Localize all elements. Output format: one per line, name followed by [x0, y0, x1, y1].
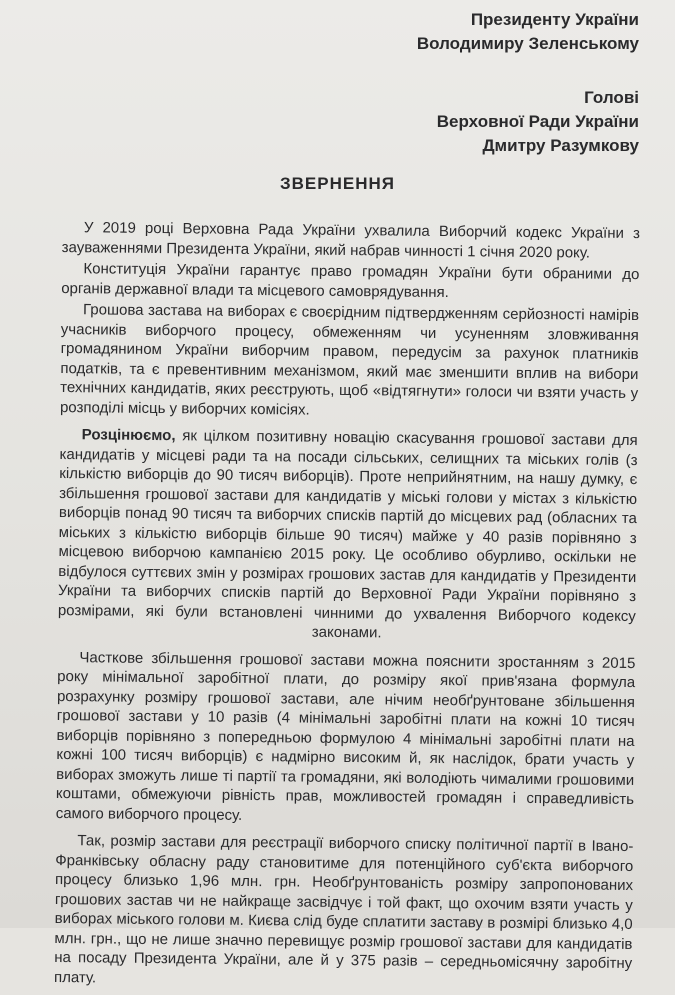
document-title: ЗВЕРНЕННЯ — [280, 174, 395, 193]
addressee-president-title: Президенту України — [470, 10, 639, 29]
paragraph-1: У 2019 році Верховна Рада України ухвалила Виборчий кодекс України з зауваженнями Президента України, який набрав чинності 1 січня 2020 року. — [61, 219, 640, 262]
addressee-speaker — [437, 86, 639, 158]
paragraph-4-lead: Розцінюємо, — [81, 426, 176, 445]
addressee-speaker-title: Голові — [584, 88, 639, 107]
paragraph-3: Грошова застава на виборах є своєрідним підтвердженням серйозності намірів учасників виборчого процесу, обмеженням чи усуненням зловживання громадянином України виборчим правом, передусім за рахунок платників податків, та є превентивним механізмом, який має зменшити вплив на вибори технічних кандидатів, яких реєструють, щоб «відтягнути» голоси чи взяти участь у розподілі місць у виборчих комісіях. — [59, 301, 640, 419]
document-body — [54, 218, 640, 995]
addressee-president — [417, 8, 639, 56]
paragraph-4-text: як цілком позитивну новацію скасування грошової застави для кандидатів у місцеві ради та на посади сільських, селищних та міських голів (з кількістю виборців до 90 тисяч виборців). Проте неприйнятним, на нашу думку, є збільшення грошової застави для кандидатів у міські голови у містах з кількістю виборців понад 90 тисяч та виборчих списків партій до місцевих рад (обласних та міських з кількістю виборців більше 90 тисяч) майже у 40 разів порівняно з місцевою виборчою кампанією 2015 року. Це особливо обурливо, оскільки не відбулося суттєвих змін у розмірах грошових застав для кандидатів у Президенти України та виборчих списків партій до Верховної Ради України порівняно з розмірами, які були встановлені чинними до ухвалення Виборчого кодексу законами. — [57, 427, 638, 642]
addressee-speaker-name: Дмитру Разумкову — [482, 136, 639, 155]
addressee-president-name: Володимиру Зеленському — [416, 34, 639, 53]
paragraph-2: Конституція України гарантує право громадян України бути обраними до органів державної влади та місцевого самоврядування. — [61, 260, 640, 301]
paragraph-5: Часткове збільшення грошової застави можна пояснити зростанням з 2015 року мінімальної заробітної плати, до розміру якої прив'язана формула розрахунку розміру грошової застави, але нічим необґрунтоване збільшення грошової застави у 10 разів (4 мінімальні заробітні плати на кожні 10 тисяч виборців порівняно з попередньою формулою 4 мінімальні заробітні плати на кожні 100 тисяч виборців) є надмірно високим й, як наслідок, брати участь у виборах зможуть лише ті партії та громадяни, які володіють чималими грошовими коштами, обмежуючи рівність прав, можливостей громадян і справедливість самого виборчого процесу. — [55, 648, 636, 824]
addressee-speaker-body: Верховної Ради України — [436, 112, 639, 131]
paragraph-6: Так, розмір застави для реєстрації виборчого списку політичної партії в Івано-Франківську обласну раду становитиме для потенційного суб'єкта виборчого процесу близько 1,96 млн. грн. Необґрунтованість розміру запропонованих грошових застав чи не найкраще засвідчує і той факт, що охочим взяти участь у виборах міського голови м. Києва слід буде сплатити заставу в розмірі близько 4,0 млн. грн., що не лише значно перевищує розмір грошової застави для кандидатів на посаду Президента України, але й у 375 разів – середньомісячну заробітну плату. — [53, 832, 634, 986]
paragraph-4 — [58, 425, 638, 646]
